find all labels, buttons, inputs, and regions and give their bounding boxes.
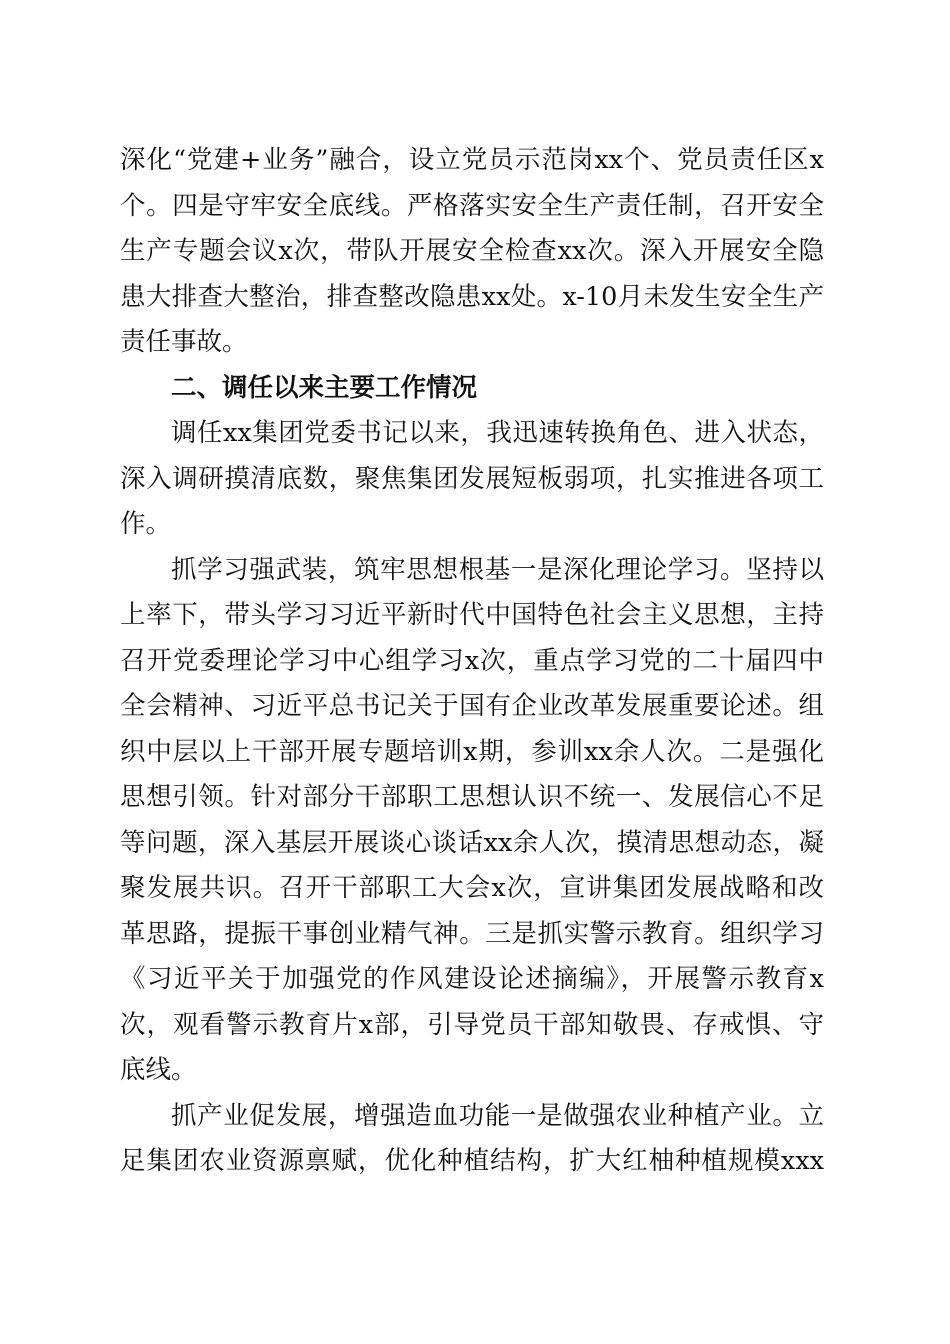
text-line: 责任事故。 xyxy=(120,327,248,357)
document-page xyxy=(120,138,824,1185)
text-line: 患大排查大整治，排查整改隐患xx处。x-10月未发生安全生产 xyxy=(120,281,824,312)
text-line: 次，观看警示教育片x部，引导党员干部知敬畏、存戒惧、守 xyxy=(120,1009,824,1040)
text-line: 个。四是守牢安全底线。严格落实安全生产责任制，召开安全 xyxy=(120,190,824,221)
text-line: 足集团农业资源禀赋，优化种植结构，扩大红柚种植规模xxx xyxy=(120,1146,824,1176)
paragraph-study xyxy=(120,548,824,1094)
text-line: 抓学习强武装，筑牢思想根基一是深化理论学习。坚持以 xyxy=(171,554,824,585)
paragraph-continuation xyxy=(120,138,824,366)
paragraph-industry xyxy=(120,1094,824,1185)
text-line: 底线。 xyxy=(120,1055,197,1085)
paragraph-intro xyxy=(120,411,824,548)
text-line: 等问题，深入基层开展谈心谈话xx余人次，摸清思想动态，凝 xyxy=(120,827,824,858)
text-line: 作。 xyxy=(120,509,172,539)
text-line: 召开党委理论学习中心组学习x次，重点学习党的二十届四中 xyxy=(120,645,824,676)
section-heading: 二、调任以来主要工作情况 xyxy=(171,372,478,403)
text-line: 织中层以上干部开展专题培训x期，参训xx余人次。二是强化 xyxy=(120,736,824,767)
text-line: 生产专题会议x次，带队开展安全检查xx次。深入开展安全隐 xyxy=(120,236,824,266)
text-line: 全会精神、习近平总书记关于国有企业改革发展重要论述。组 xyxy=(120,691,824,721)
text-line: 思想引领。针对部分干部职工思想认识不统一、发展信心不足 xyxy=(120,782,824,812)
text-line: 《习近平关于加强党的作风建设论述摘编》，开展警示教育x xyxy=(120,964,824,994)
text-line: 深化“党建+业务”融合，设立党员示范岗xx个、党员责任区x xyxy=(120,145,824,175)
text-line: 调任xx集团党委书记以来，我迅速转换角色、进入状态， xyxy=(171,418,824,448)
text-line: 上率下，带头学习习近平新时代中国特色社会主义思想，主持 xyxy=(120,600,824,630)
text-line: 深入调研摸清底数，聚焦集团发展短板弱项，扎实推进各项工 xyxy=(120,463,824,494)
text-line: 抓产业促发展，增强造血功能一是做强农业种植产业。立 xyxy=(171,1100,824,1131)
text-line: 聚发展共识。召开干部职工大会x次，宣讲集团发展战略和改 xyxy=(120,873,824,903)
text-line: 革思路，提振干事创业精气神。三是抓实警示教育。组织学习 xyxy=(120,918,824,949)
